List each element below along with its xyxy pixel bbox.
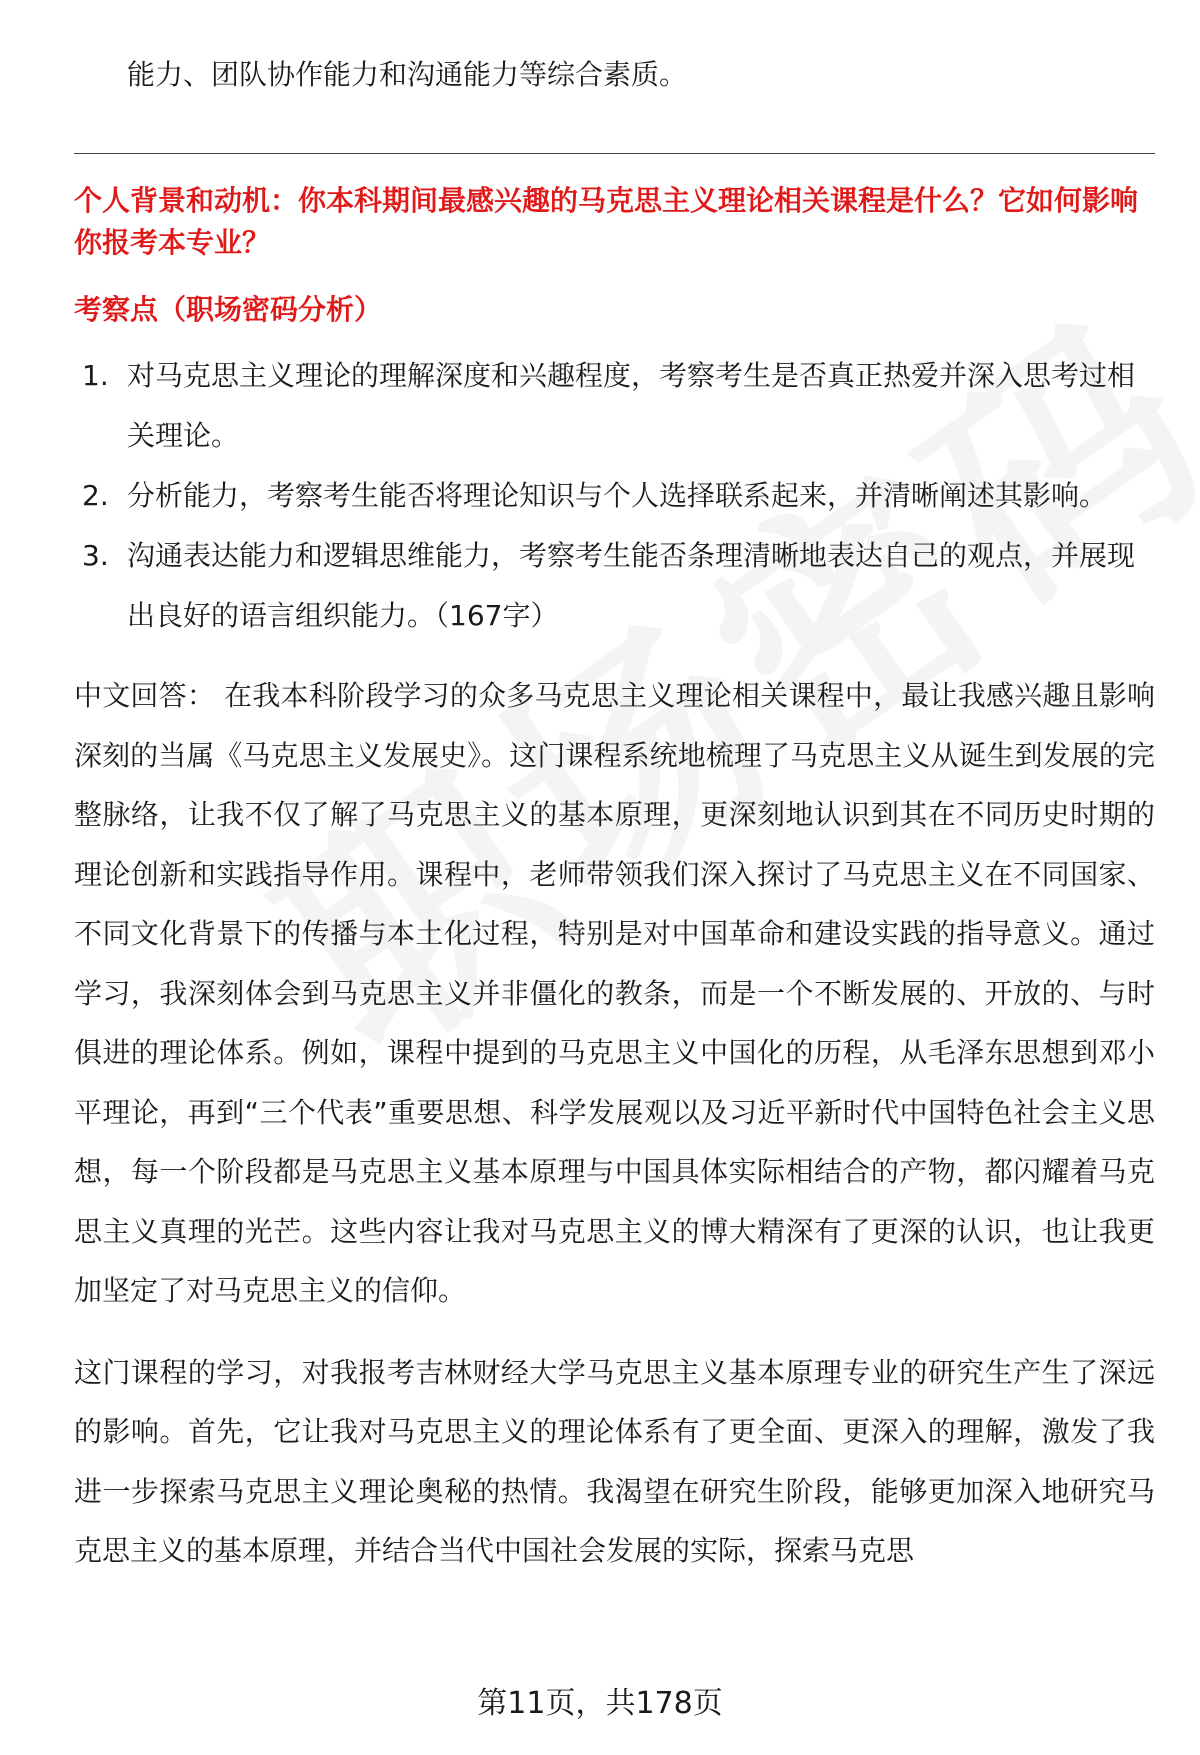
question-title: 个人背景和动机：你本科期间最感兴趣的马克思主义理论相关课程是什么？它如何影响你报考本专业？: [74, 184, 1139, 259]
answer-paragraph-1: 中文回答： 在我本科阶段学习的众多马克思主义理论相关课程中，最让我感兴趣且影响深刻的当属《马克思主义发展史》。这门课程系统地梳理了马克思主义从诞生到发展的完整脉络，让我不仅了解了马克思主义的基本原理，更深刻地认识到其在不同历史时期的理论创新和实践指导作用。课程中，老师带领我们深入探讨了马克思主义在不同国家、不同文化背景下的传播与本土化过程，特别是对中国革命和建设实践的指导意义。通过学习，我深刻体会到马克思主义并非僵化的教条，而是一个不断发展的、开放的、与时俱进的理论体系。例如，课程中提到的马克思主义中国化的历程，从毛泽东思想到邓小平理论，再到“三个代表”重要思想、科学发展观以及习近平新时代中国特色社会主义思想，每一个阶段都是马克思主义基本原理与中国具体实际相结合的产物，都闪耀着马克思主义真理的光芒。这些内容让我对马克思主义的博大精深有了更深的认识，也让我更加坚定了对马克思主义的信仰。: [74, 679, 1155, 1307]
page-number-footer: 第11页，共178页: [477, 1686, 723, 1721]
list-item-number: 3.: [82, 539, 109, 572]
list-item: [74, 346, 1155, 466]
answer-paragraph-2: 这门课程的学习，对我报考吉林财经大学马克思主义基本原理专业的研究生产生了深远的影响。首先，它让我对马克思主义的理论体系有了更全面、更深入的理解，激发了我进一步探索马克思主义理论奥秘的热情。我渴望在研究生阶段，能够更加深入地研究马克思主义的基本原理，并结合当代中国社会发展的实际，探索马克思: [74, 1355, 1155, 1567]
list-item: [74, 466, 1155, 526]
analysis-points-list: [74, 346, 1155, 646]
list-item-text: 分析能力，考察考生能否将理论知识与个人选择联系起来，并清晰阐述其影响。: [127, 479, 1108, 512]
list-item-number: 2.: [82, 479, 109, 512]
list-item-number: 1.: [82, 359, 109, 392]
analysis-heading: 考察点（职场密码分析）: [74, 293, 383, 326]
intro-tail-text: 能力、团队协作能力和沟通能力等综合素质。: [127, 58, 688, 91]
section-divider: [74, 153, 1155, 154]
page-content: [74, 55, 1155, 1581]
list-item-text: 对马克思主义理论的理解深度和兴趣程度，考察考生是否真正热爱并深入思考过相关理论。: [127, 359, 1136, 452]
list-item: [74, 526, 1155, 646]
list-item-text: 沟通表达能力和逻辑思维能力，考察考生能否条理清晰地表达自己的观点，并展现出良好的语言组织能力。（167字）: [127, 539, 1136, 632]
